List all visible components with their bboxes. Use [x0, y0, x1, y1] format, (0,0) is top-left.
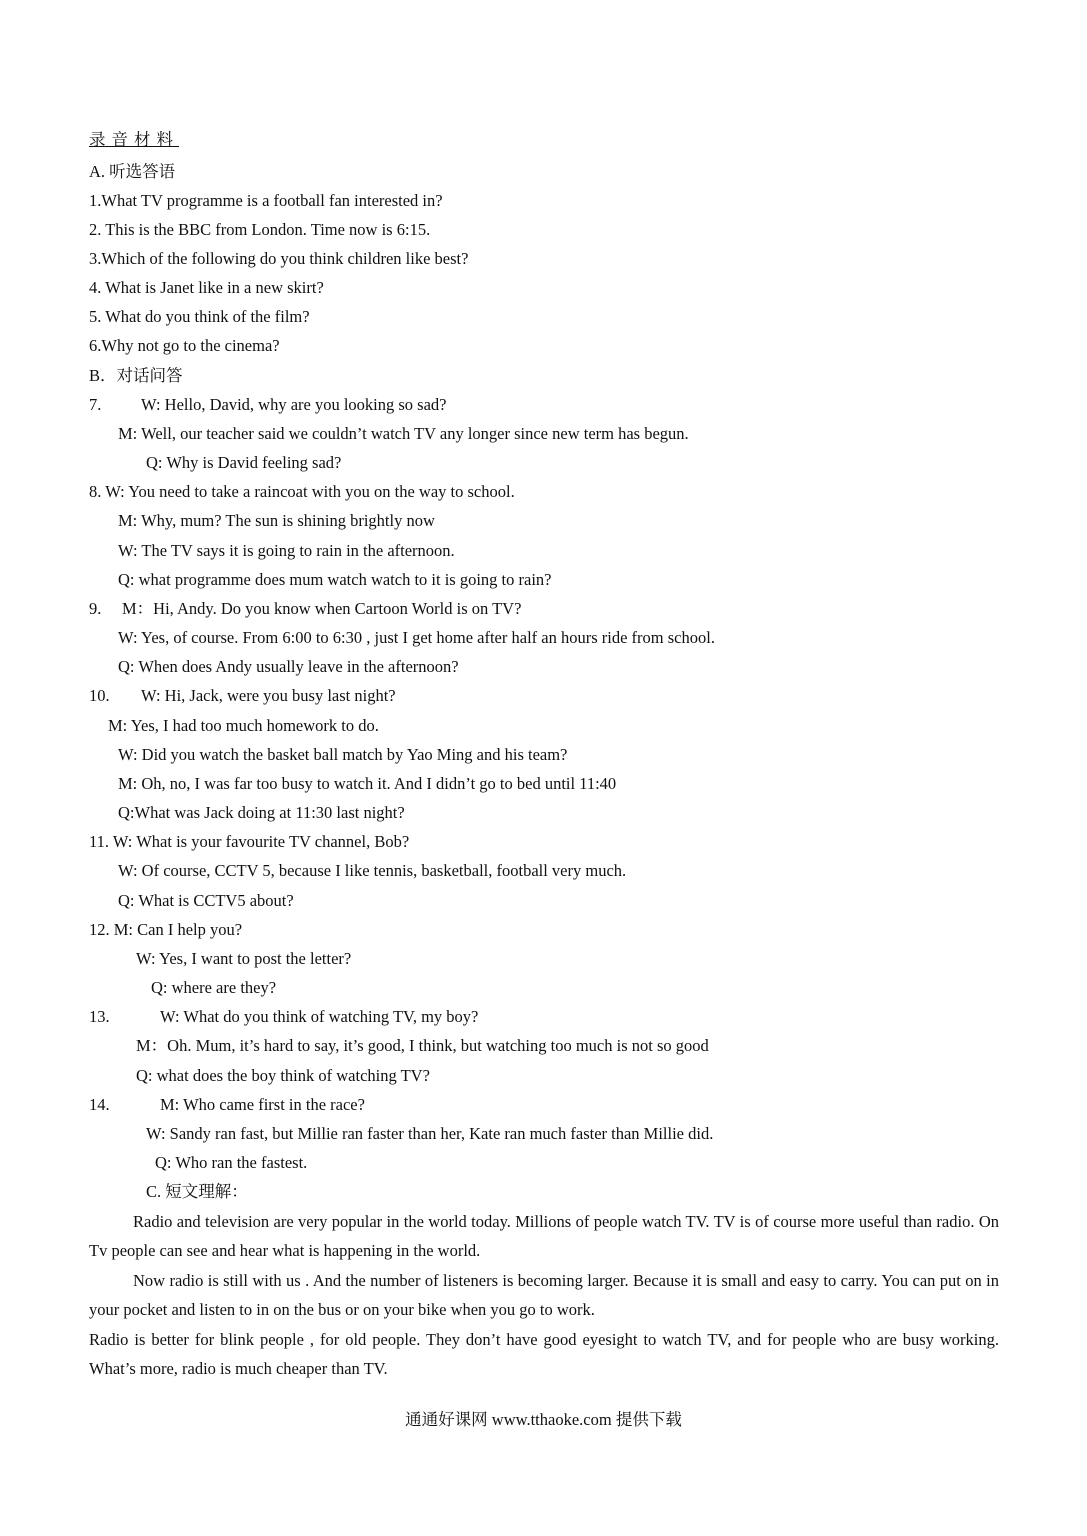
dialogue-line: W: What do you think of watching TV, my boy? — [160, 1007, 479, 1026]
paragraph: Radio and television are very popular in the world today. Millions of people watch TV. TV is of course more useful than radio. On Tv people can see and hear what is happening in the world. — [89, 1212, 999, 1260]
paragraph: Radio is better for blink people , for old people. They don’t have good eyesight to watch TV, and for people who are busy working. What’s more, radio is much cheaper than TV. — [89, 1330, 999, 1378]
question-item: 2. This is the BBC from London. Time now is 6:15. — [89, 220, 431, 239]
dialogue-line: 12. M: Can I help you? — [89, 920, 243, 939]
dialogue-question: Q: Who ran the fastest. — [155, 1153, 308, 1172]
dialogue-question: Q: where are they? — [151, 978, 277, 997]
question-item: 6.Why not go to the cinema? — [89, 336, 280, 355]
question-item: 4. What is Janet like in a new skirt? — [89, 278, 324, 297]
dialogue-line: M: Well, our teacher said we couldn’t watch TV any longer since new term has begun. — [118, 424, 689, 443]
dialogue-line: W: Sandy ran fast, but Millie ran faster than her, Kate ran much faster than Millie did. — [146, 1124, 714, 1143]
question-number: 14. — [89, 1095, 110, 1114]
dialogue-line: M: Oh, no, I was far too busy to watch it. And I didn’t go to bed until 11:40 — [118, 774, 617, 793]
dialogue-question: Q: What is CCTV5 about? — [118, 891, 294, 910]
question-number: 13. — [89, 1007, 110, 1026]
question-item: 5. What do you think of the film? — [89, 307, 310, 326]
page-footer: 通通好课网 www.tthaoke.com 提供下载 — [405, 1410, 682, 1429]
paragraph: Now radio is still with us . And the number of listeners is becoming larger. Because it is small and easy to carry. You can put on in your pocket and listen to in on the bus or on your bike when you go to work. — [89, 1271, 999, 1319]
dialogue-line: M: Who came first in the race? — [160, 1095, 365, 1114]
dialogue-line: 8. W: You need to take a raincoat with you on the way to school. — [89, 482, 515, 501]
section-c-heading: C. 短文理解： — [146, 1182, 248, 1201]
dialogue-question: Q: what programme does mum watch watch to it is going to rain? — [118, 570, 552, 589]
dialogue-line: M：Oh. Mum, it’s hard to say, it’s good, I think, but watching too much is not so good — [136, 1036, 709, 1055]
dialogue-question: Q: When does Andy usually leave in the afternoon? — [118, 657, 459, 676]
section-b-heading: B．对话问答 — [89, 366, 183, 385]
dialogue-line: M：Hi, Andy. Do you know when Cartoon World is on TV? — [122, 599, 522, 618]
dialogue-question: Q: what does the boy think of watching TV? — [136, 1066, 430, 1085]
document-title: 录音材料 — [89, 130, 179, 149]
question-item: 3.Which of the following do you think children like best? — [89, 249, 469, 268]
dialogue-line: W: Yes, of course. From 6:00 to 6:30 , just I get home after half an hours ride from school. — [118, 628, 715, 647]
dialogue-line: W: Hello, David, why are you looking so sad? — [141, 395, 447, 414]
question-item: 1.What TV programme is a football fan interested in? — [89, 191, 443, 210]
question-number: 7. — [89, 395, 102, 414]
dialogue-line: M: Yes, I had too much homework to do. — [108, 716, 379, 735]
question-number: 9. — [89, 599, 102, 618]
dialogue-line: W: Hi, Jack, were you busy last night? — [141, 686, 396, 705]
section-a-heading: A. 听选答语 — [89, 162, 176, 181]
dialogue-question: Q:What was Jack doing at 11:30 last night? — [118, 803, 405, 822]
dialogue-line: W: Did you watch the basket ball match by Yao Ming and his team? — [118, 745, 568, 764]
dialogue-line: W: Yes, I want to post the letter? — [136, 949, 352, 968]
dialogue-line: W: Of course, CCTV 5, because I like tennis, basketball, football very much. — [118, 861, 627, 880]
dialogue-line: M: Why, mum? The sun is shining brightly now — [118, 511, 435, 530]
dialogue-question: Q: Why is David feeling sad? — [146, 453, 342, 472]
dialogue-line: W: The TV says it is going to rain in the afternoon. — [118, 541, 455, 560]
question-number: 10. — [89, 686, 110, 705]
dialogue-line: 11. W: What is your favourite TV channel, Bob? — [89, 832, 410, 851]
